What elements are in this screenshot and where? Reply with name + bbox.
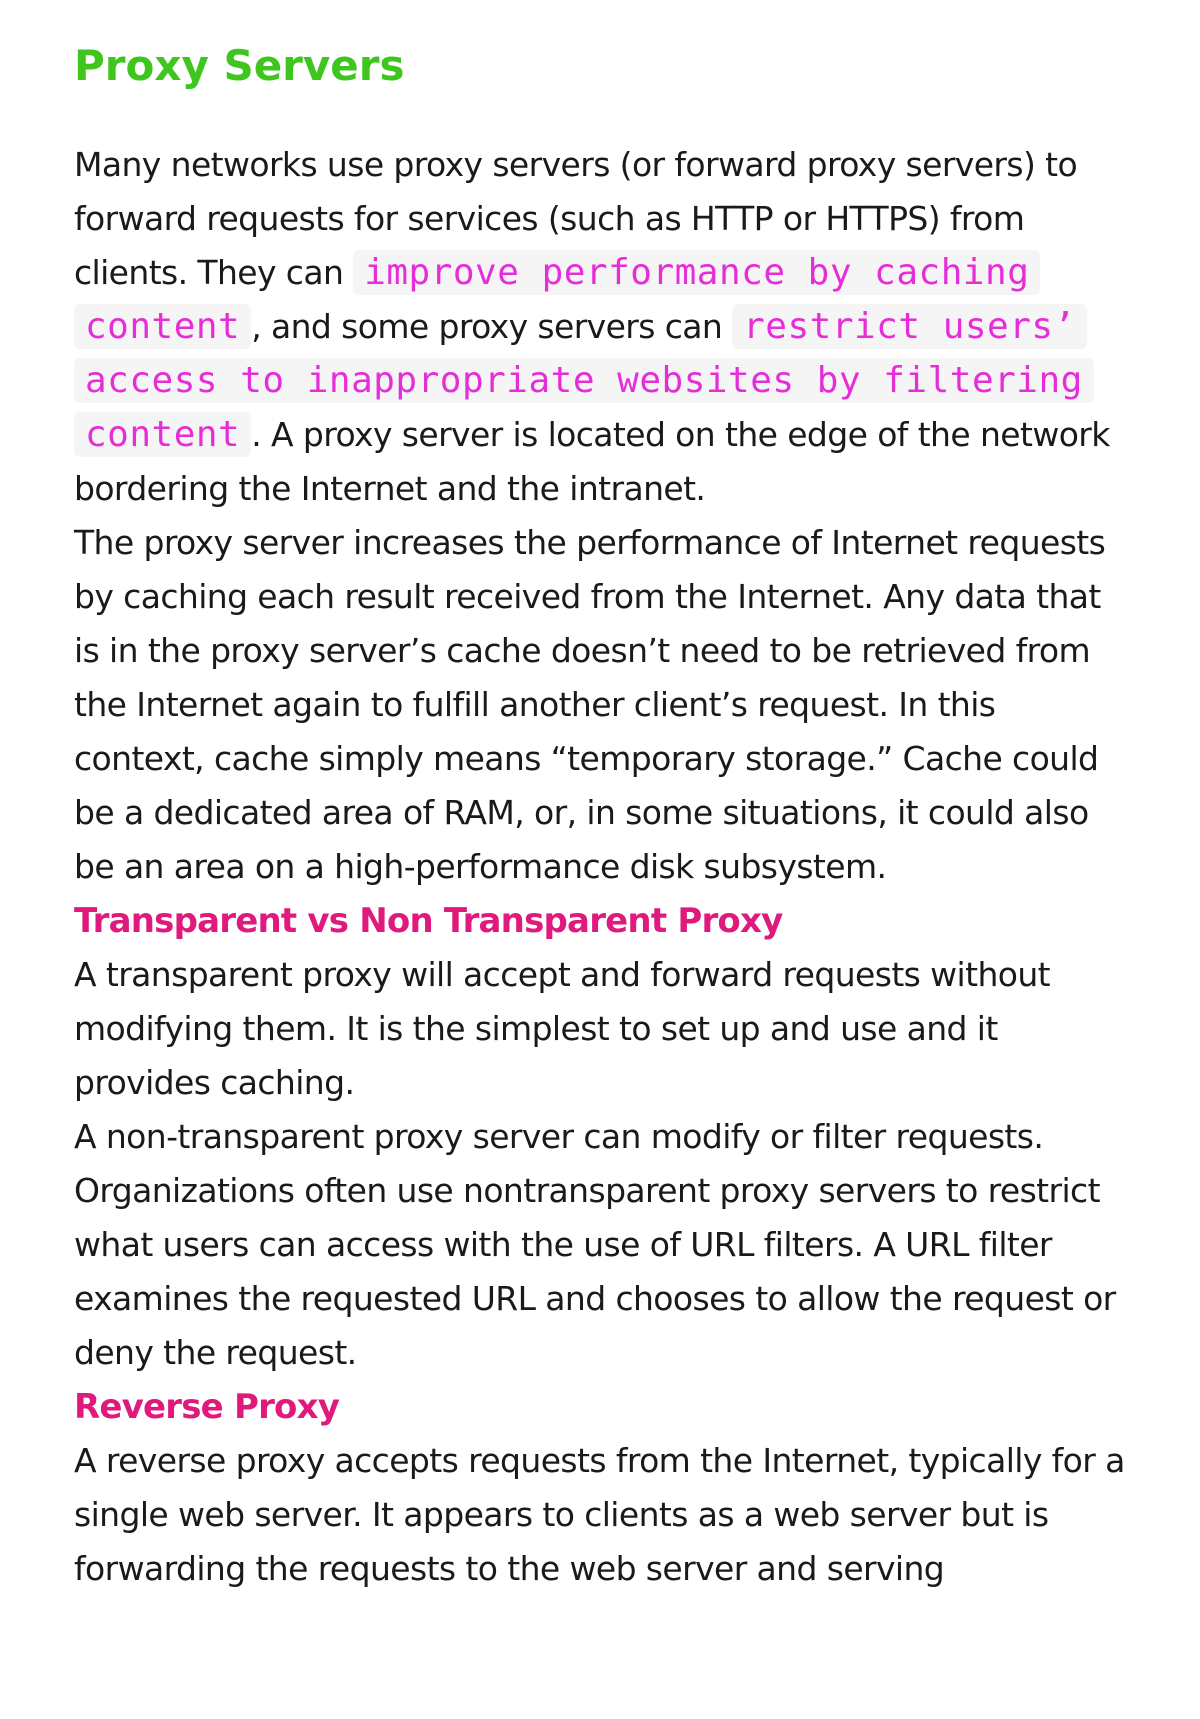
reverse-proxy-paragraph: A reverse proxy accepts requests from the Internet, typically for a single web server. It appears to clients as a web server but is forwarding the requests to the web server and serving bbox=[74, 1441, 1125, 1588]
non-transparent-paragraph: A non-transparent proxy server can modify or filter requests. Organizations often use nontransparent proxy servers to restrict what users can access with the use of URL filters. A URL filter examines the requested URL and chooses to allow the request or deny the request. bbox=[74, 1117, 1116, 1372]
inline-code-filtering: restrict users’ access to inappropriate websites by filtering content bbox=[74, 304, 1094, 457]
intro-text-2: , and some proxy servers can bbox=[251, 307, 723, 346]
intro-paragraph bbox=[74, 138, 1134, 516]
intro-text-1: Many networks use proxy servers (or forward proxy servers) to forward requests for services (such as HTTP or HTTPS) from clients. They can bbox=[74, 145, 1078, 292]
inline-code-caching: improve performance by caching content bbox=[74, 250, 1040, 349]
caching-paragraph: The proxy server increases the performance of Internet requests by caching each result received from the Internet. Any data that is in the proxy server’s cache doesn’t need to be retrieved from the Internet again to fulfill another client’s request. In this context, cache simply means “temporary storage.” Cache could be a dedicated area of RAM, or, in some situations, it could also be an area on a high-performance disk subsystem. bbox=[74, 523, 1106, 886]
intro-text-3: . A proxy server is located on the edge of the network bordering the Internet and the intranet. bbox=[74, 415, 1110, 508]
document-page bbox=[74, 0, 1134, 1596]
section-heading-reverse: Reverse Proxy bbox=[74, 1387, 340, 1427]
section-heading-transparent: Transparent vs Non Transparent Proxy bbox=[74, 901, 783, 941]
page-title: Proxy Servers bbox=[74, 41, 405, 90]
transparent-paragraph: A transparent proxy will accept and forward requests without modifying them. It is the simplest to set up and use and it provides caching. bbox=[74, 955, 1051, 1102]
